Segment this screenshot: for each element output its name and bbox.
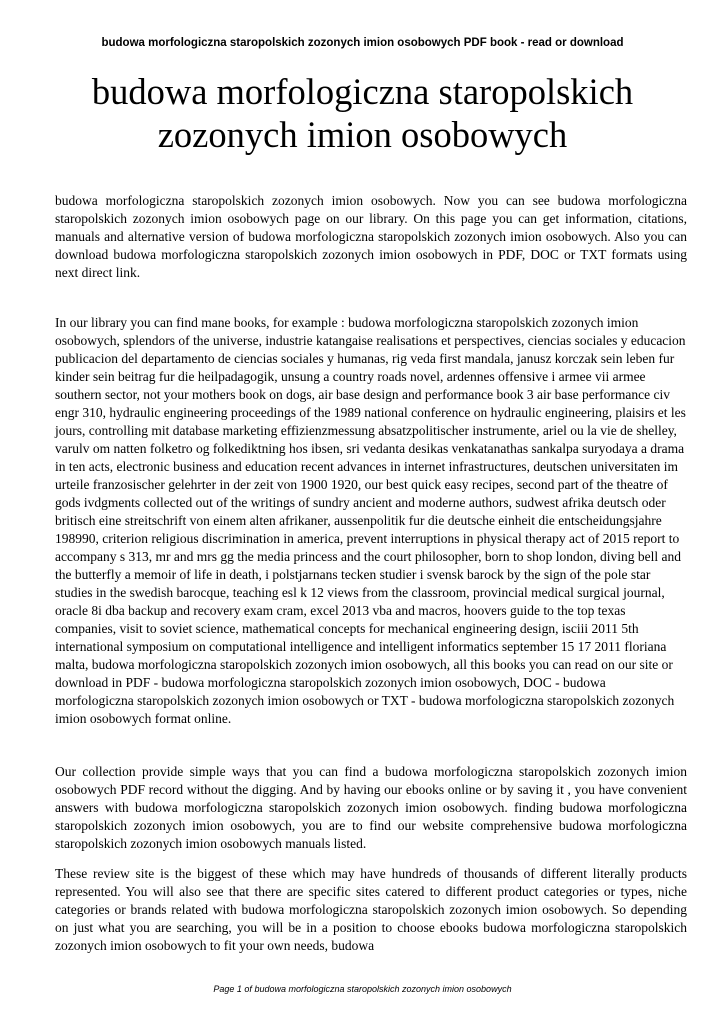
intro-paragraph: budowa morfologiczna staropolskich zozonych imion osobowych. Now you can see budowa morfologiczna staropolskich zozonych imion osobowych page on our library. On this page you can get information, citations, manuals and alternative version of budowa morfologiczna staropolskich zozonych imion osobowych. Also you can download budowa morfologiczna staropolskich zozonych imion osobowych in PDF, DOC or TXT formats using next direct link. [55,193,687,280]
document-title [40,70,685,156]
page-header: budowa morfologiczna staropolskich zozonych imion osobowych PDF book - read or download [101,37,624,49]
library-paragraph: In our library you can find mane books, for example : budowa morfologiczna staropolskich zozonych imion osobowych, splendors of the universe, industrie katangaise realisations et perspectives, ciencias sociales y educacion publicacion del departamento de ciencias sociales y humanas, rig veda first mandala, janusz korczak sein leben fur kinder sein beitrag fur die heilpadagogik, unsung a country roads novel, ardennes offensive i armee vii armee southern sector, not your mothers book on dogs, air base design and performance book 3 air base performance civ engr 310, hydraulic engineering proceedings of the 1989 national conference on hydraulic engineering, plaisirs et les jours, controlling mit database marketing effizienzmessung absatzpolitischer instrumente, ariel ou la vie de shelley, varulv om natten folketro og folkediktning hos ibsen, sri vedanta desikas venkatanathas sankalpa suryodaya a drama in ten acts, electronic business and education recent advances in internet infrastructures, deutschen universitaten im urteile franzosischer gelehrter in der zeit von 1900 1920, our best quick easy recipes, second part of the theatre of gods ivdgments collected out of the writings of sundry ancient and moderne authors, sudwest afrika deutsch oder britisch eine streitschrift von einem alten afrikaner, aussenpolitik fur die deutsche einheit die entscheidungsjahre 198990, criterion religious discrimination in america, prevent interruptions in physical therapy act of 2015 report to accompany s 313, mr and mrs gg the media princess and the court philosopher, born to shop london, diving bell and the butterfly a memoir of life in death, i polstjarnans tecken studier i svensk barock by the sign of the pole star studies in the swedish barocque, teaching esl k 12 views from the classroom, provincial medical surgical journal, oracle 8i dba backup and recovery exam cram, excel 2013 vba and macros, hoovers guide to the top texas companies, visit to soviet science, mathematical concepts for mechanical engineering design, isciii 2011 5th international symposium on computational intelligence and intelligent informatics september 15 17 2011 floriana malta, budowa morfologiczna staropolskich zozonych imion osobowych, all this books you can read on our site or download in PDF - budowa morfologiczna staropolskich zozonych imion osobowych, DOC - budowa morfologiczna staropolskich zozonych imion osobowych or TXT - budowa morfologiczna staropolskich zozonych imion osobowych format online. [55,315,686,726]
title-line-2: zozonych imion osobowych [157,114,568,155]
collection-paragraph: Our collection provide simple ways that you can find a budowa morfologiczna staropolskich zozonych imion osobowych PDF record without the digging. And by having our ebooks online or by saving it , you have convenient answers with budowa morfologiczna staropolskich zozonych imion osobowych. finding budowa morfologiczna staropolskich zozonych imion osobowych, you are to find our website comprehensive budowa morfologiczna staropolskich zozonych imion osobowych manuals listed. [55,764,687,851]
review-paragraph: These review site is the biggest of these which may have hundreds of thousands of different literally products represented. You will also see that there are specific sites catered to different product categories or types, niche categories or brands related with budowa morfologiczna staropolskich zozonych imion osobowych. So depending on just what you are searching, you will be in a position to choose ebooks budowa morfologiczna staropolskich zozonych imion osobowych to fit your own needs, budowa [55,866,687,953]
title-line-1: budowa morfologiczna staropolskich [91,71,634,112]
page-footer: Page 1 of budowa morfologiczna staropolskich zozonych imion osobowych [213,984,512,994]
